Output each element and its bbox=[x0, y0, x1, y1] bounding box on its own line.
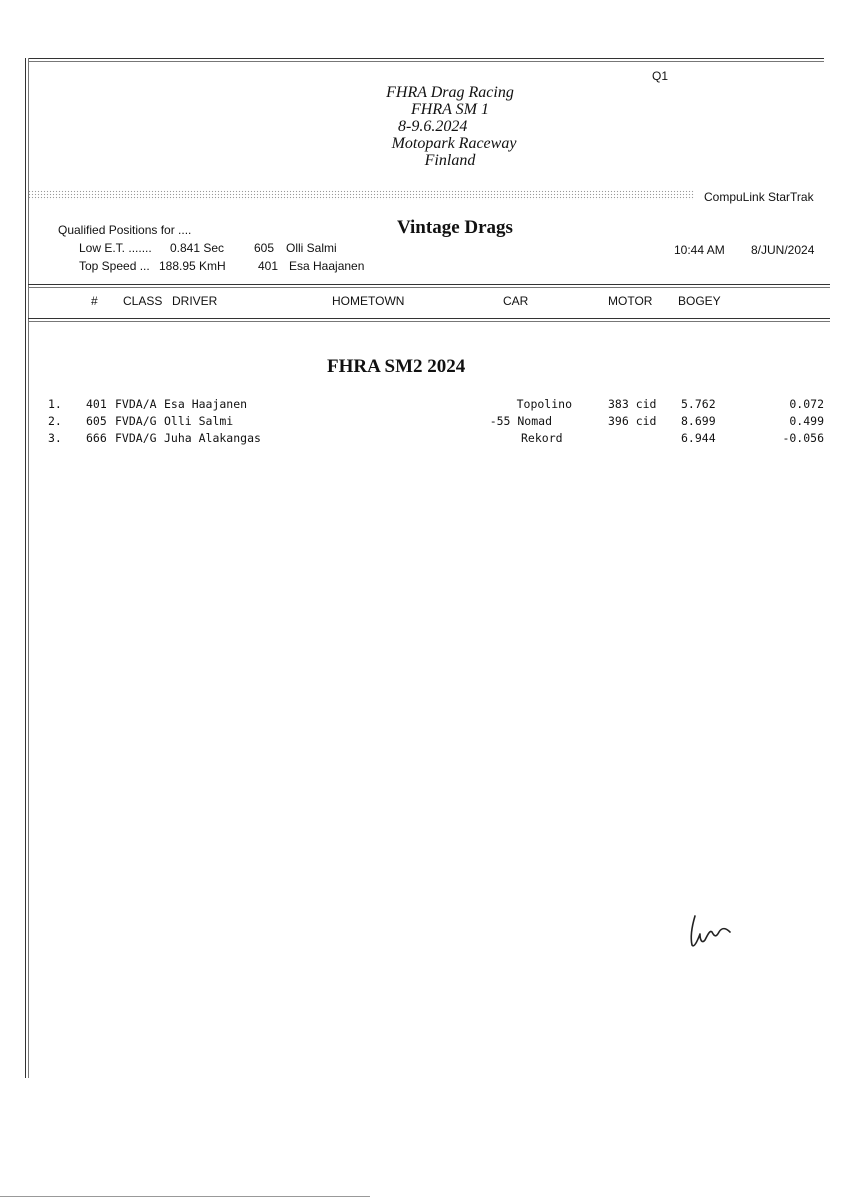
low-et-value: 0.841 Sec bbox=[170, 241, 225, 255]
row-motor: 396 cid bbox=[608, 414, 657, 428]
top-speed-label: Top Speed ... bbox=[79, 259, 150, 273]
row-position: 2. bbox=[48, 414, 62, 428]
col-bogey: BOGEY bbox=[678, 294, 721, 308]
report-time: 10:44 AM bbox=[674, 243, 725, 257]
row-number: 605 bbox=[86, 414, 107, 428]
event-line-4: Motopark Raceway bbox=[391, 135, 517, 152]
row-et: 5.762 bbox=[681, 397, 716, 411]
report-date: 8/JUN/2024 bbox=[751, 243, 815, 257]
col-class: CLASS bbox=[123, 294, 163, 308]
row-driver: Esa Haajanen bbox=[164, 397, 248, 411]
row-class: FVDA/G bbox=[115, 431, 157, 445]
left-margin-rule bbox=[25, 58, 26, 1078]
qualifier-label: Q1 bbox=[652, 69, 669, 83]
low-et-number: 605 bbox=[254, 241, 275, 255]
col-car: CAR bbox=[503, 294, 529, 308]
top-speed-driver: Esa Haajanen bbox=[289, 259, 365, 273]
low-et-label: Low E.T. ....... bbox=[79, 241, 152, 255]
col-motor: MOTOR bbox=[608, 294, 653, 308]
class-title: Vintage Drags bbox=[397, 217, 513, 238]
row-motor: 383 cid bbox=[608, 397, 657, 411]
dotted-band bbox=[28, 190, 694, 200]
col-hometown: HOMETOWN bbox=[332, 294, 405, 308]
system-label: CompuLink StarTrak bbox=[704, 190, 814, 204]
row-position: 3. bbox=[48, 431, 62, 445]
row-number: 666 bbox=[86, 431, 107, 445]
row-diff: 0.499 bbox=[789, 414, 824, 428]
qualified-for-label: Qualified Positions for .... bbox=[58, 223, 192, 237]
bottom-scan-rule bbox=[0, 1196, 370, 1197]
event-line-3: 8-9.6.2024 bbox=[398, 118, 468, 135]
row-et: 8.699 bbox=[681, 414, 716, 428]
header-rule-bottom bbox=[28, 318, 830, 319]
row-diff: 0.072 bbox=[789, 397, 824, 411]
row-car: -55 Nomad bbox=[489, 414, 552, 428]
row-car: Rekord bbox=[521, 431, 563, 445]
left-margin-rule-2 bbox=[28, 58, 29, 1078]
event-line-2: FHRA SM 1 bbox=[411, 101, 489, 118]
row-driver: Juha Alakangas bbox=[164, 431, 261, 445]
top-rule bbox=[28, 58, 824, 59]
event-line-5: Finland bbox=[424, 152, 476, 169]
col-num: # bbox=[91, 294, 98, 308]
top-speed-value: 188.95 KmH bbox=[159, 259, 226, 273]
low-et-driver: Olli Salmi bbox=[286, 241, 337, 255]
header-rule-top-2 bbox=[28, 287, 830, 288]
row-diff: -0.056 bbox=[782, 431, 824, 445]
signature-initials bbox=[686, 912, 736, 952]
row-number: 401 bbox=[86, 397, 107, 411]
event-line-1: FHRA Drag Racing bbox=[386, 84, 514, 101]
col-driver: DRIVER bbox=[172, 294, 218, 308]
row-driver: Olli Salmi bbox=[164, 414, 234, 428]
header-rule-bottom-2 bbox=[28, 321, 830, 322]
row-class: FVDA/G bbox=[115, 414, 157, 428]
row-class: FVDA/A bbox=[115, 397, 157, 411]
section-title: FHRA SM2 2024 bbox=[327, 356, 466, 377]
header-rule-top bbox=[28, 284, 830, 285]
row-car: Topolino bbox=[516, 397, 572, 411]
top-speed-number: 401 bbox=[258, 259, 279, 273]
row-et: 6.944 bbox=[681, 431, 716, 445]
top-rule-2 bbox=[28, 61, 824, 62]
row-position: 1. bbox=[48, 397, 62, 411]
